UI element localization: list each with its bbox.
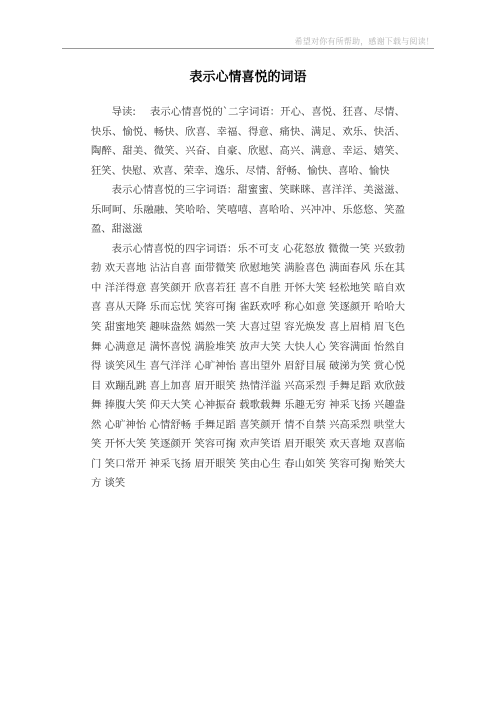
document-body (91, 103, 405, 494)
paragraph-three-char-words: 表示心情喜悦的三字词语：甜蜜蜜、笑眯眯、喜洋洋、美滋滋、乐呵呵、乐融融、笑哈哈、笑嘻嘻、喜哈哈、兴冲冲、乐悠悠、笑盈盈、甜滋滋 (91, 184, 405, 236)
document-title: 表示心情喜悦的词语 (189, 70, 307, 85)
lead-label: 导读: (111, 106, 136, 118)
header-divider (62, 48, 434, 49)
paragraph-four-char-words: 表示心情喜悦的四字词语：乐不可支 心花怒放 微微一笑 兴致勃勃 欢天喜地 沾沾自喜 面带微笑 欣慰地笑 满脸喜色 满面春风 乐在其中 洋洋得意 喜笑颜开 欣喜若狂 喜不自胜 开怀大笑 轻松地笑 暗自欢喜 喜从天降 乐而忘忧 笑容可掬 雀跃欢呼 称心如意 笑逐颜开 哈哈大笑 甜蜜地笑 趣味盎然 嫣然一笑 大喜过望 容光焕发 喜上眉梢 眉飞色舞 心满意足 满怀喜悦 满脸堆笑 放声大笑 大快人心 笑容满面 怡然自得 谈笑风生 喜气洋洋 心旷神怡 喜出望外 眉舒目展 破涕为笑 赏心悦目 欢蹦乱跳 喜上加喜 眉开眼笑 热情洋溢 兴高采烈 手舞足蹈 欢欣鼓舞 捧腹大笑 仰天大笑 心神振奋 载歌载舞 乐趣无穷 神采飞扬 兴趣盎然 心旷神怡 心情舒畅 手舞足蹈 喜笑颜开 情不自禁 兴高采烈 哄堂大笑 开怀大笑 笑逐颜开 笑容可掬 欢声笑语 眉开眼笑 欢天喜地 双喜临门 笑口常开 神采飞扬 眉开眼笑 笑由心生 春山如笑 笑容可掬 贻笑大方 谈笑 (91, 242, 405, 490)
header-note: 希望对你有所帮助，感谢下载与阅读！ (294, 37, 434, 46)
paragraph-two-char-words (91, 103, 405, 181)
paragraph-text: 表示心情喜悦的`二字词语：开心、喜悦、狂喜、尽情、快乐、愉悦、畅快、欣喜、幸福、得意、痛快、满足、欢乐、快活、陶醉、甜美、微笑、兴奋、自豪、欣慰、高兴、满意、幸运、嬉笑、狂笑、快慰、欢喜、荣幸、逸乐、尽情、舒畅、愉快、喜哈、愉快 (91, 106, 405, 177)
